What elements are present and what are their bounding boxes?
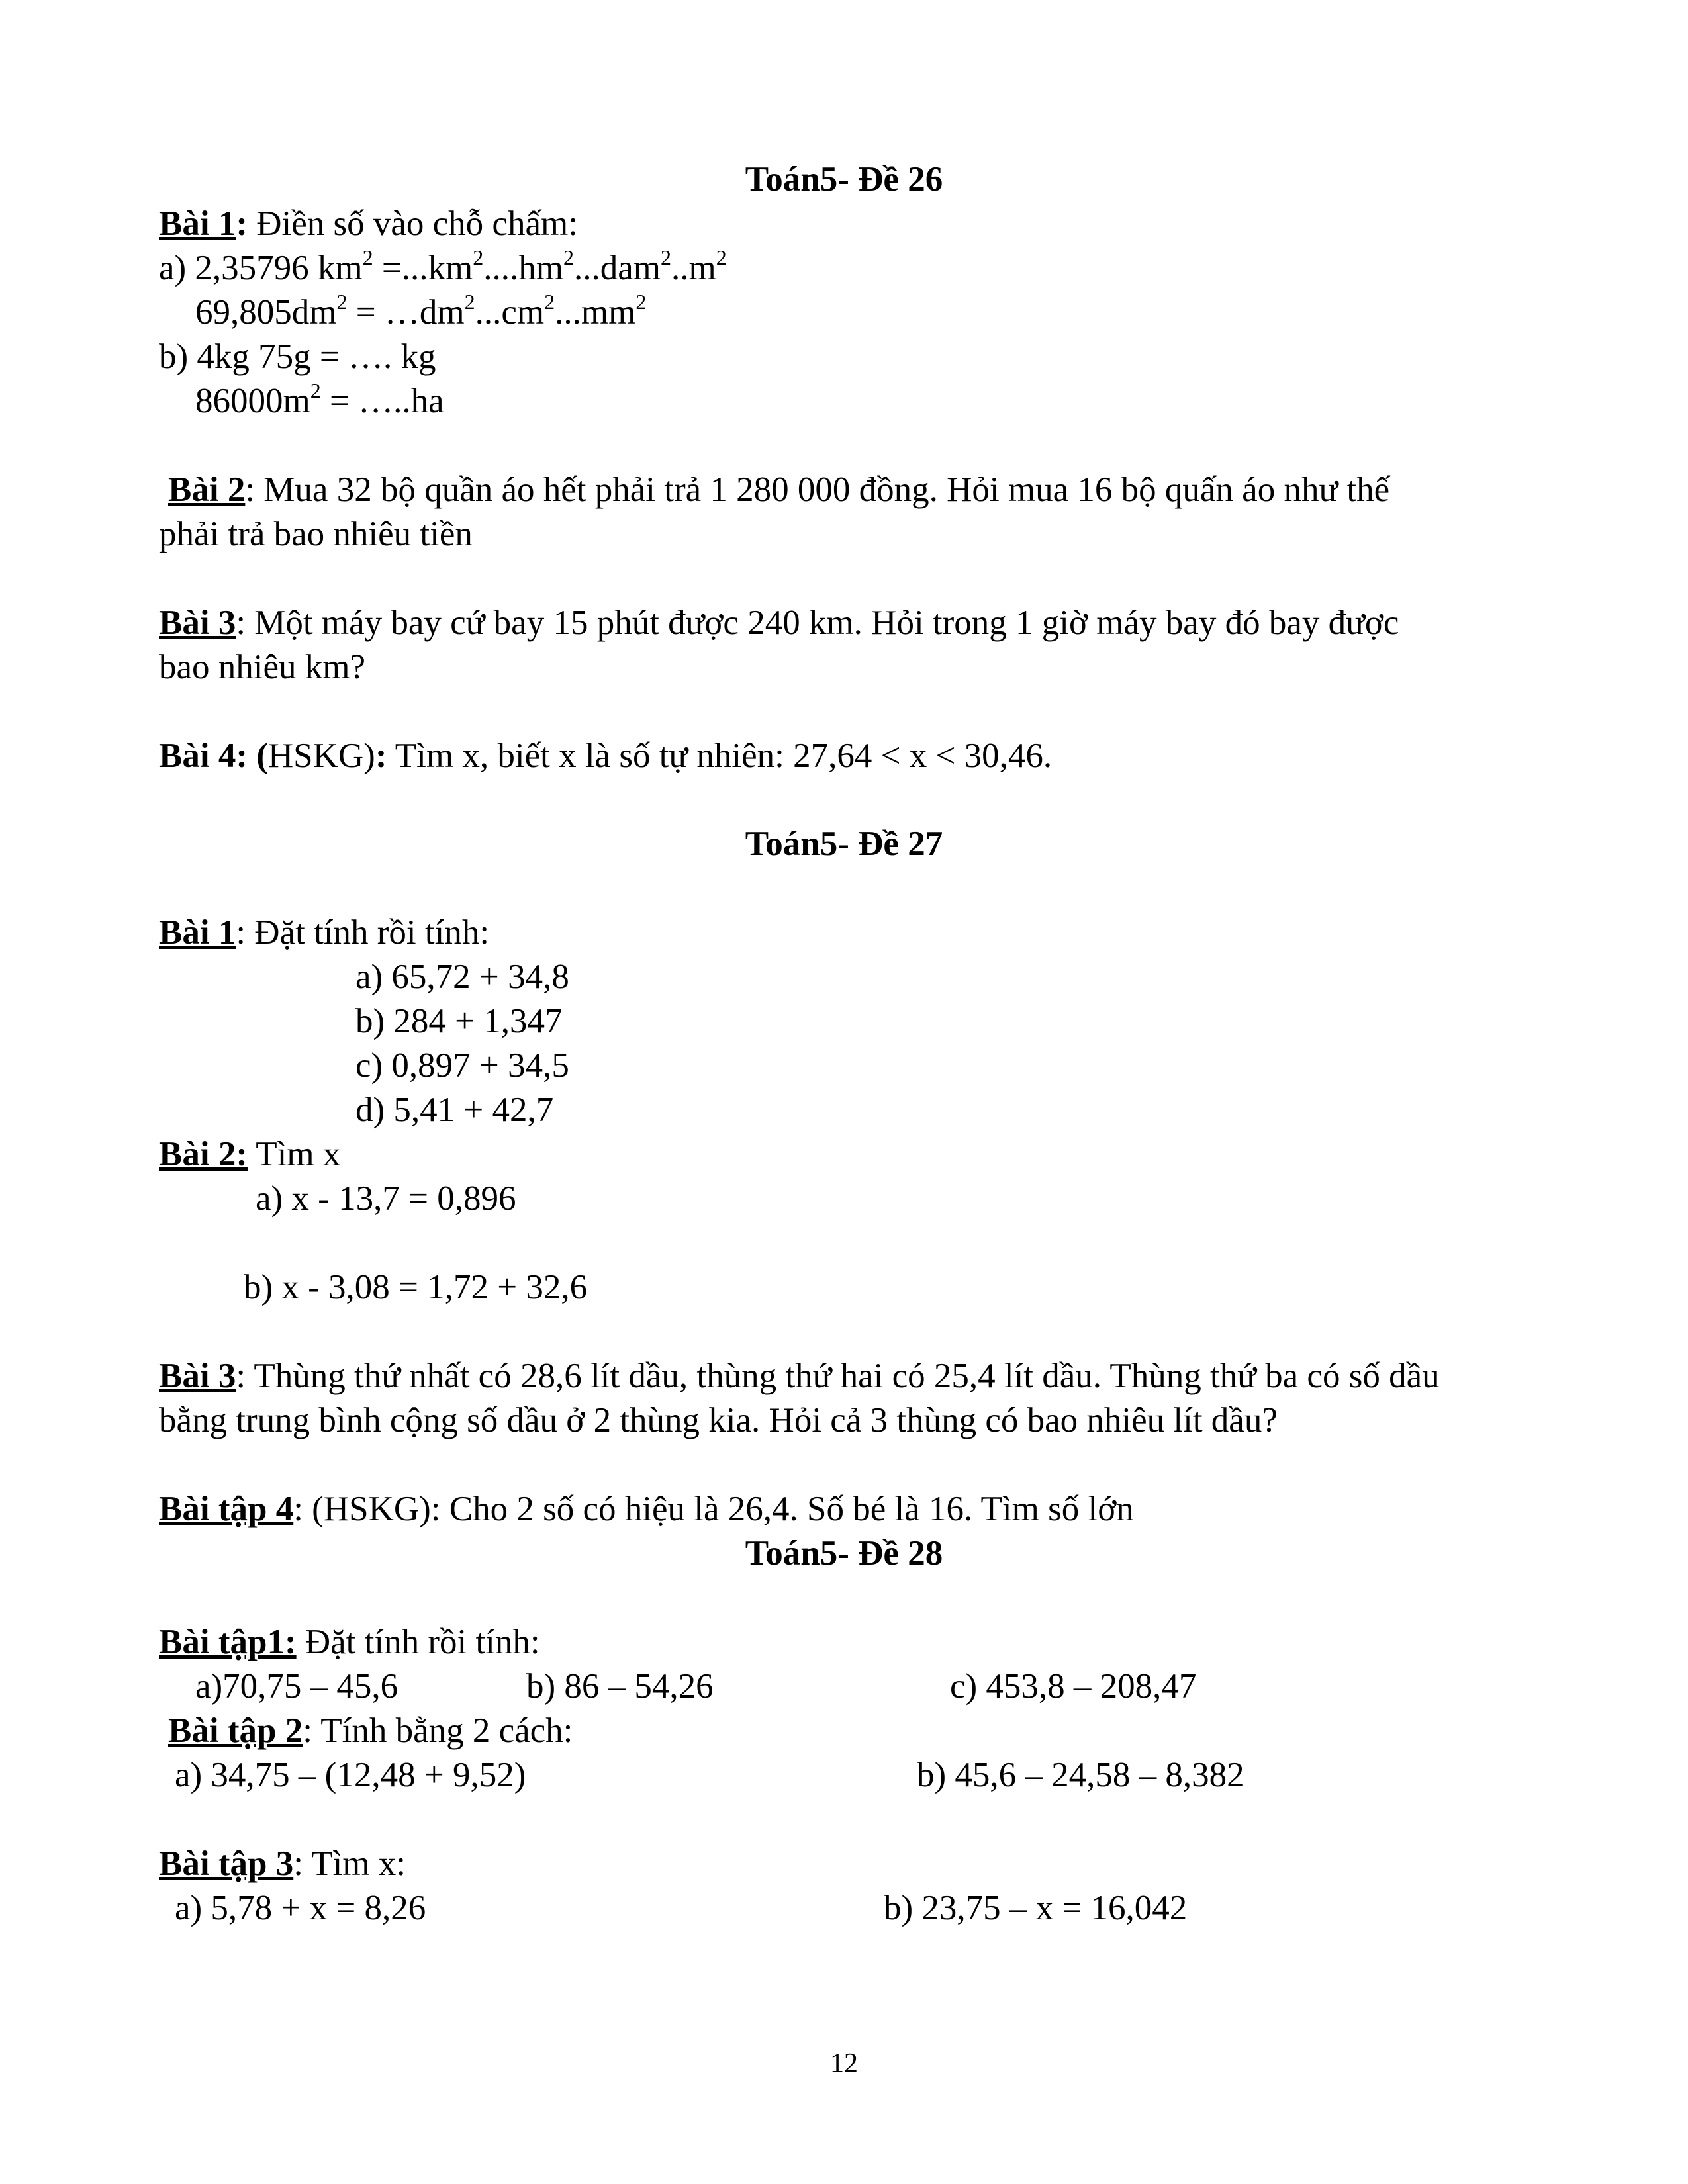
de26-bai1-a2: $69,805dm^2$ = $\dots dm^2...cm^2...mm^2$ bbox=[195, 290, 647, 332]
de27-bai1-label: Bài 1 bbox=[159, 913, 236, 952]
de26-title: Toán5- Đề 26 bbox=[745, 160, 943, 199]
de26-bai2-line1: Bài 2: Mua 32 bộ quần áo hết phải trả 1 280 000 đồng. Hỏi mua 16 bộ quấn áo như thế bbox=[168, 471, 1390, 509]
de27-bai2: Bài 2: Tìm x bbox=[159, 1135, 341, 1173]
de27-bai4-label: Bài tập 4 bbox=[159, 1490, 294, 1528]
de26-bai3-line2: bao nhiêu km? bbox=[159, 648, 366, 686]
de28-bai2-a: a) 34,75 – (12,48 + 9,52) bbox=[175, 1756, 526, 1794]
de27-bai2-a: a) x - 13,7 = 0,896 bbox=[256, 1179, 516, 1218]
de28-bai1-c: c) 453,8 – 208,47 bbox=[950, 1667, 1197, 1706]
de28-bai3-b: b) 23,75 – x = 16,042 bbox=[884, 1889, 1188, 1927]
de26-bai2-label: Bài 2 bbox=[168, 471, 246, 509]
de27-bai4: Bài tập 4: (HSKG): Cho 2 số có hiệu là 26,4. Số bé là 16. Tìm số lớn bbox=[159, 1490, 1134, 1528]
de28-bai1-b: b) 86 – 54,26 bbox=[526, 1667, 714, 1706]
de27-bai2-b: b) x - 3,08 = 1,72 + 32,6 bbox=[244, 1268, 588, 1306]
de28-bai3-a: a) 5,78 + x = 8,26 bbox=[175, 1889, 426, 1927]
page-number: 12 bbox=[830, 2048, 858, 2079]
de26-bai3-line1: Bài 3: Một máy bay cứ bay 15 phút được 240 km. Hỏi trong 1 giờ máy bay đó bay được bbox=[159, 604, 1399, 642]
de28-bai3-label: Bài tập 3 bbox=[159, 1844, 294, 1883]
de28-bai1: Bài tập1: Đặt tính rồi tính: bbox=[159, 1623, 540, 1661]
de28-bai2: Bài tập 2: Tính bằng 2 cách: bbox=[168, 1711, 573, 1750]
de26-bai2-line2: phải trả bao nhiêu tiền bbox=[159, 515, 473, 553]
de27-bai3-line2: bằng trung bình cộng số dầu ở 2 thùng kia. Hỏi cả 3 thùng có bao nhiêu lít dầu? bbox=[159, 1401, 1278, 1439]
de27-bai1-item-d: d) 5,41 + 42,7 bbox=[355, 1091, 554, 1129]
de26-bai4: Bài 4: (HSKG): Tìm x, biết x là số tự nhiên: 27,64 < x < 30,46. bbox=[159, 737, 1053, 775]
de27-bai1-item-b: b) 284 + 1,347 bbox=[355, 1002, 563, 1040]
de28-bai2-b: b) 45,6 – 24,58 – 8,382 bbox=[917, 1756, 1244, 1794]
de26-bai1-label: Bài 1 bbox=[159, 205, 236, 243]
de26-bai1-a1: a) 2,35796 $km^2 =...km^2....hm^2...dam^2..m^2$ bbox=[159, 246, 727, 287]
de26-bai1: Bài 1: Điền số vào chỗ chấm: bbox=[159, 205, 578, 243]
de27-bai1-item-c: c) 0,897 + 34,5 bbox=[355, 1046, 569, 1085]
de27-bai3-label: Bài 3 bbox=[159, 1357, 236, 1395]
de28-bai1-a: a)70,75 – 45,6 bbox=[195, 1667, 399, 1706]
de26-bai1-b1: b) 4kg 75g = …. kg bbox=[159, 338, 436, 376]
de27-bai2-label: Bài 2: bbox=[159, 1135, 248, 1173]
de28-bai1-label: Bài tập1: bbox=[159, 1623, 297, 1661]
de26-bai1-text: Điền số vào chỗ chấm: bbox=[247, 205, 578, 243]
de27-bai1-item-a: a) 65,72 + 34,8 bbox=[355, 958, 569, 996]
de28-title: Toán5- Đề 28 bbox=[745, 1534, 943, 1572]
de27-title: Toán5- Đề 27 bbox=[745, 825, 943, 863]
de28-bai3: Bài tập 3: Tìm x: bbox=[159, 1844, 406, 1883]
de27-bai1: Bài 1: Đặt tính rồi tính: bbox=[159, 913, 490, 952]
de27-bai3-line1: Bài 3: Thùng thứ nhất có 28,6 lít dầu, thùng thứ hai có 25,4 lít dầu. Thùng thứ ba có số dầu bbox=[159, 1357, 1440, 1395]
de28-bai2-label: Bài tập 2 bbox=[168, 1711, 303, 1750]
de26-bai1-b2: $86000m^2$ = …..ha bbox=[195, 379, 444, 420]
de26-bai3-label: Bài 3 bbox=[159, 604, 236, 642]
de26-bai4-label: Bài 4: ( bbox=[159, 737, 268, 775]
